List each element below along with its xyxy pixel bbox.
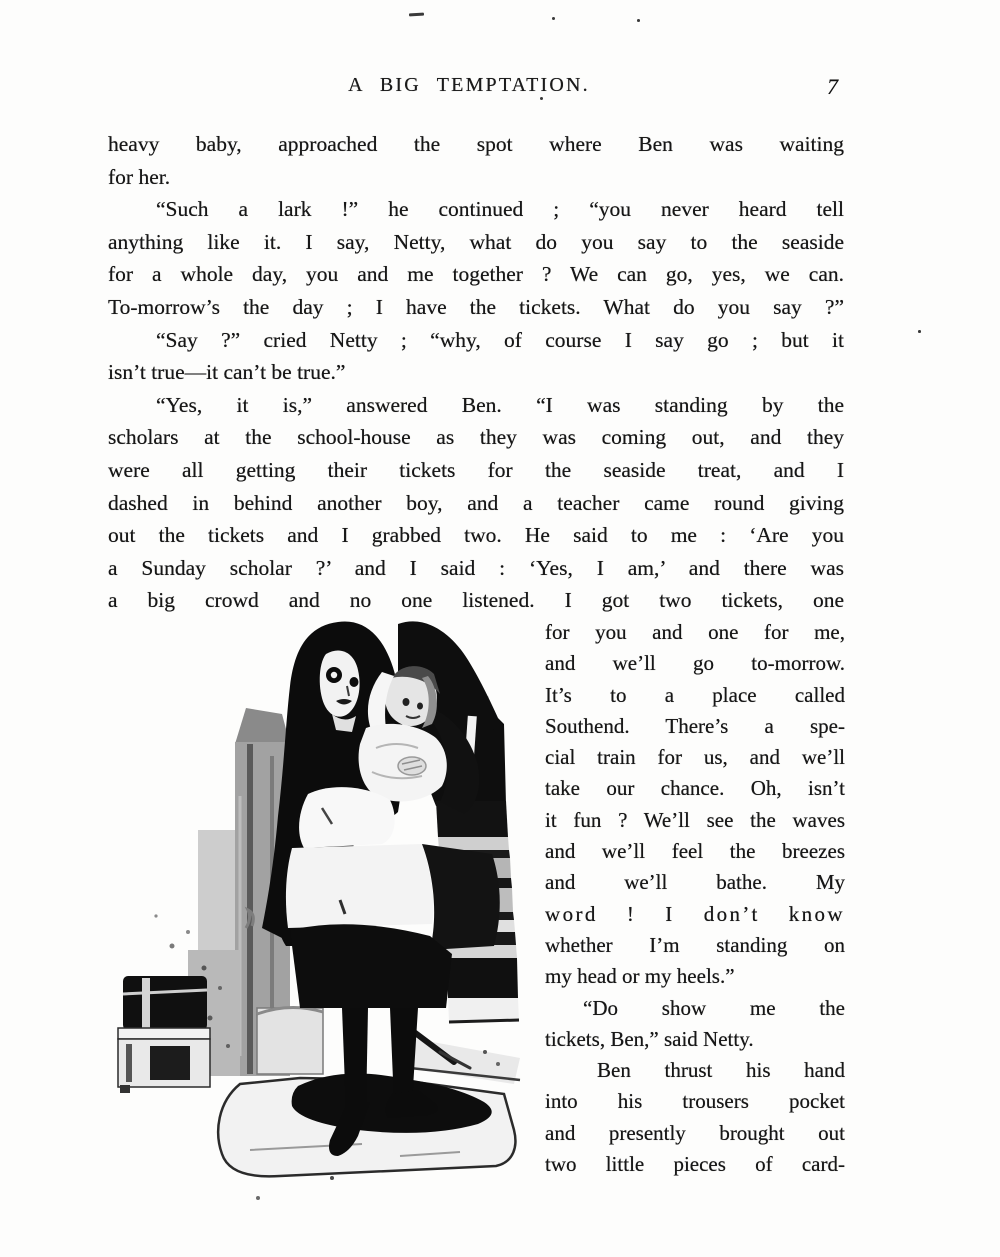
text-line: “Say ?” cried Netty ; “why, of course I say go ; but it <box>156 327 844 352</box>
text-line: it fun ? We’ll see the waves <box>545 807 845 832</box>
scan-speck <box>637 19 640 22</box>
scan-speck <box>409 13 424 17</box>
text-line: heavy baby, approached the spot where Ben was waiting <box>108 132 844 156</box>
text-line: out the tickets and I grabbed two. He said to me : ‘Are you <box>108 523 844 548</box>
text-line: for you and one for me, <box>545 620 845 644</box>
text-line: cial train for us, and we’ll <box>545 745 845 770</box>
text-line: and we’ll bathe. My <box>545 870 845 895</box>
text-line: It’s to a place called <box>545 682 845 707</box>
text-line: two little pieces of card- <box>545 1152 845 1177</box>
text-line: were all getting their tickets for the seaside treat, and I <box>108 457 844 482</box>
scan-speck <box>552 17 555 20</box>
column-text-block <box>545 617 845 1180</box>
text-line: dashed in behind another boy, and a teacher came round giving <box>108 490 844 515</box>
text-line: a big crowd and no one listened. I got two tickets, one <box>108 588 844 613</box>
full-width-text-block <box>108 128 844 617</box>
text-line: anything like it. I say, Netty, what do you say to the seaside <box>108 229 844 254</box>
running-header <box>108 74 844 104</box>
scan-speck <box>918 330 921 333</box>
text-line: scholars at the school-house as they was coming out, and they <box>108 425 844 450</box>
page-number: 7 <box>827 74 838 99</box>
text-line: and we’ll go to-morrow. <box>545 651 845 676</box>
text-line: Southend. There’s a spe- <box>545 713 845 738</box>
text-line: take our chance. Oh, isn’t <box>545 776 845 801</box>
text-line: and presently brought out <box>545 1120 845 1145</box>
text-line: “Yes, it is,” answered Ben. “I was standing by the <box>156 392 844 417</box>
page-title: A BIG TEMPTATION. <box>348 74 590 96</box>
text-line: a Sunday scholar ?’ and I said : ‘Yes, I am,’ and there was <box>108 555 844 580</box>
girl-holding-baby-illustration <box>100 616 545 1210</box>
text-line: “Do show me the <box>583 995 845 1020</box>
text-line: isn’t true—it can’t be true.” <box>108 360 346 385</box>
text-line: To-morrow’s the day ; I have the tickets. What do you say ?” <box>108 294 844 319</box>
text-line: word ! I don’t know <box>545 901 845 926</box>
text-line: into his trousers pocket <box>545 1089 845 1114</box>
text-line: for a whole day, you and me together ? We can go, yes, we can. <box>108 262 844 287</box>
text-line: my head or my heels.” <box>545 964 735 989</box>
text-line: for her. <box>108 164 171 189</box>
text-line: whether I’m standing on <box>545 932 845 957</box>
text-line: “Such a lark !” he continued ; “you never heard tell <box>156 197 844 222</box>
text-line: and we’ll feel the breezes <box>545 839 845 864</box>
text-line: tickets, Ben,” said Netty. <box>545 1026 754 1051</box>
text-line: Ben thrust his hand <box>597 1058 845 1083</box>
